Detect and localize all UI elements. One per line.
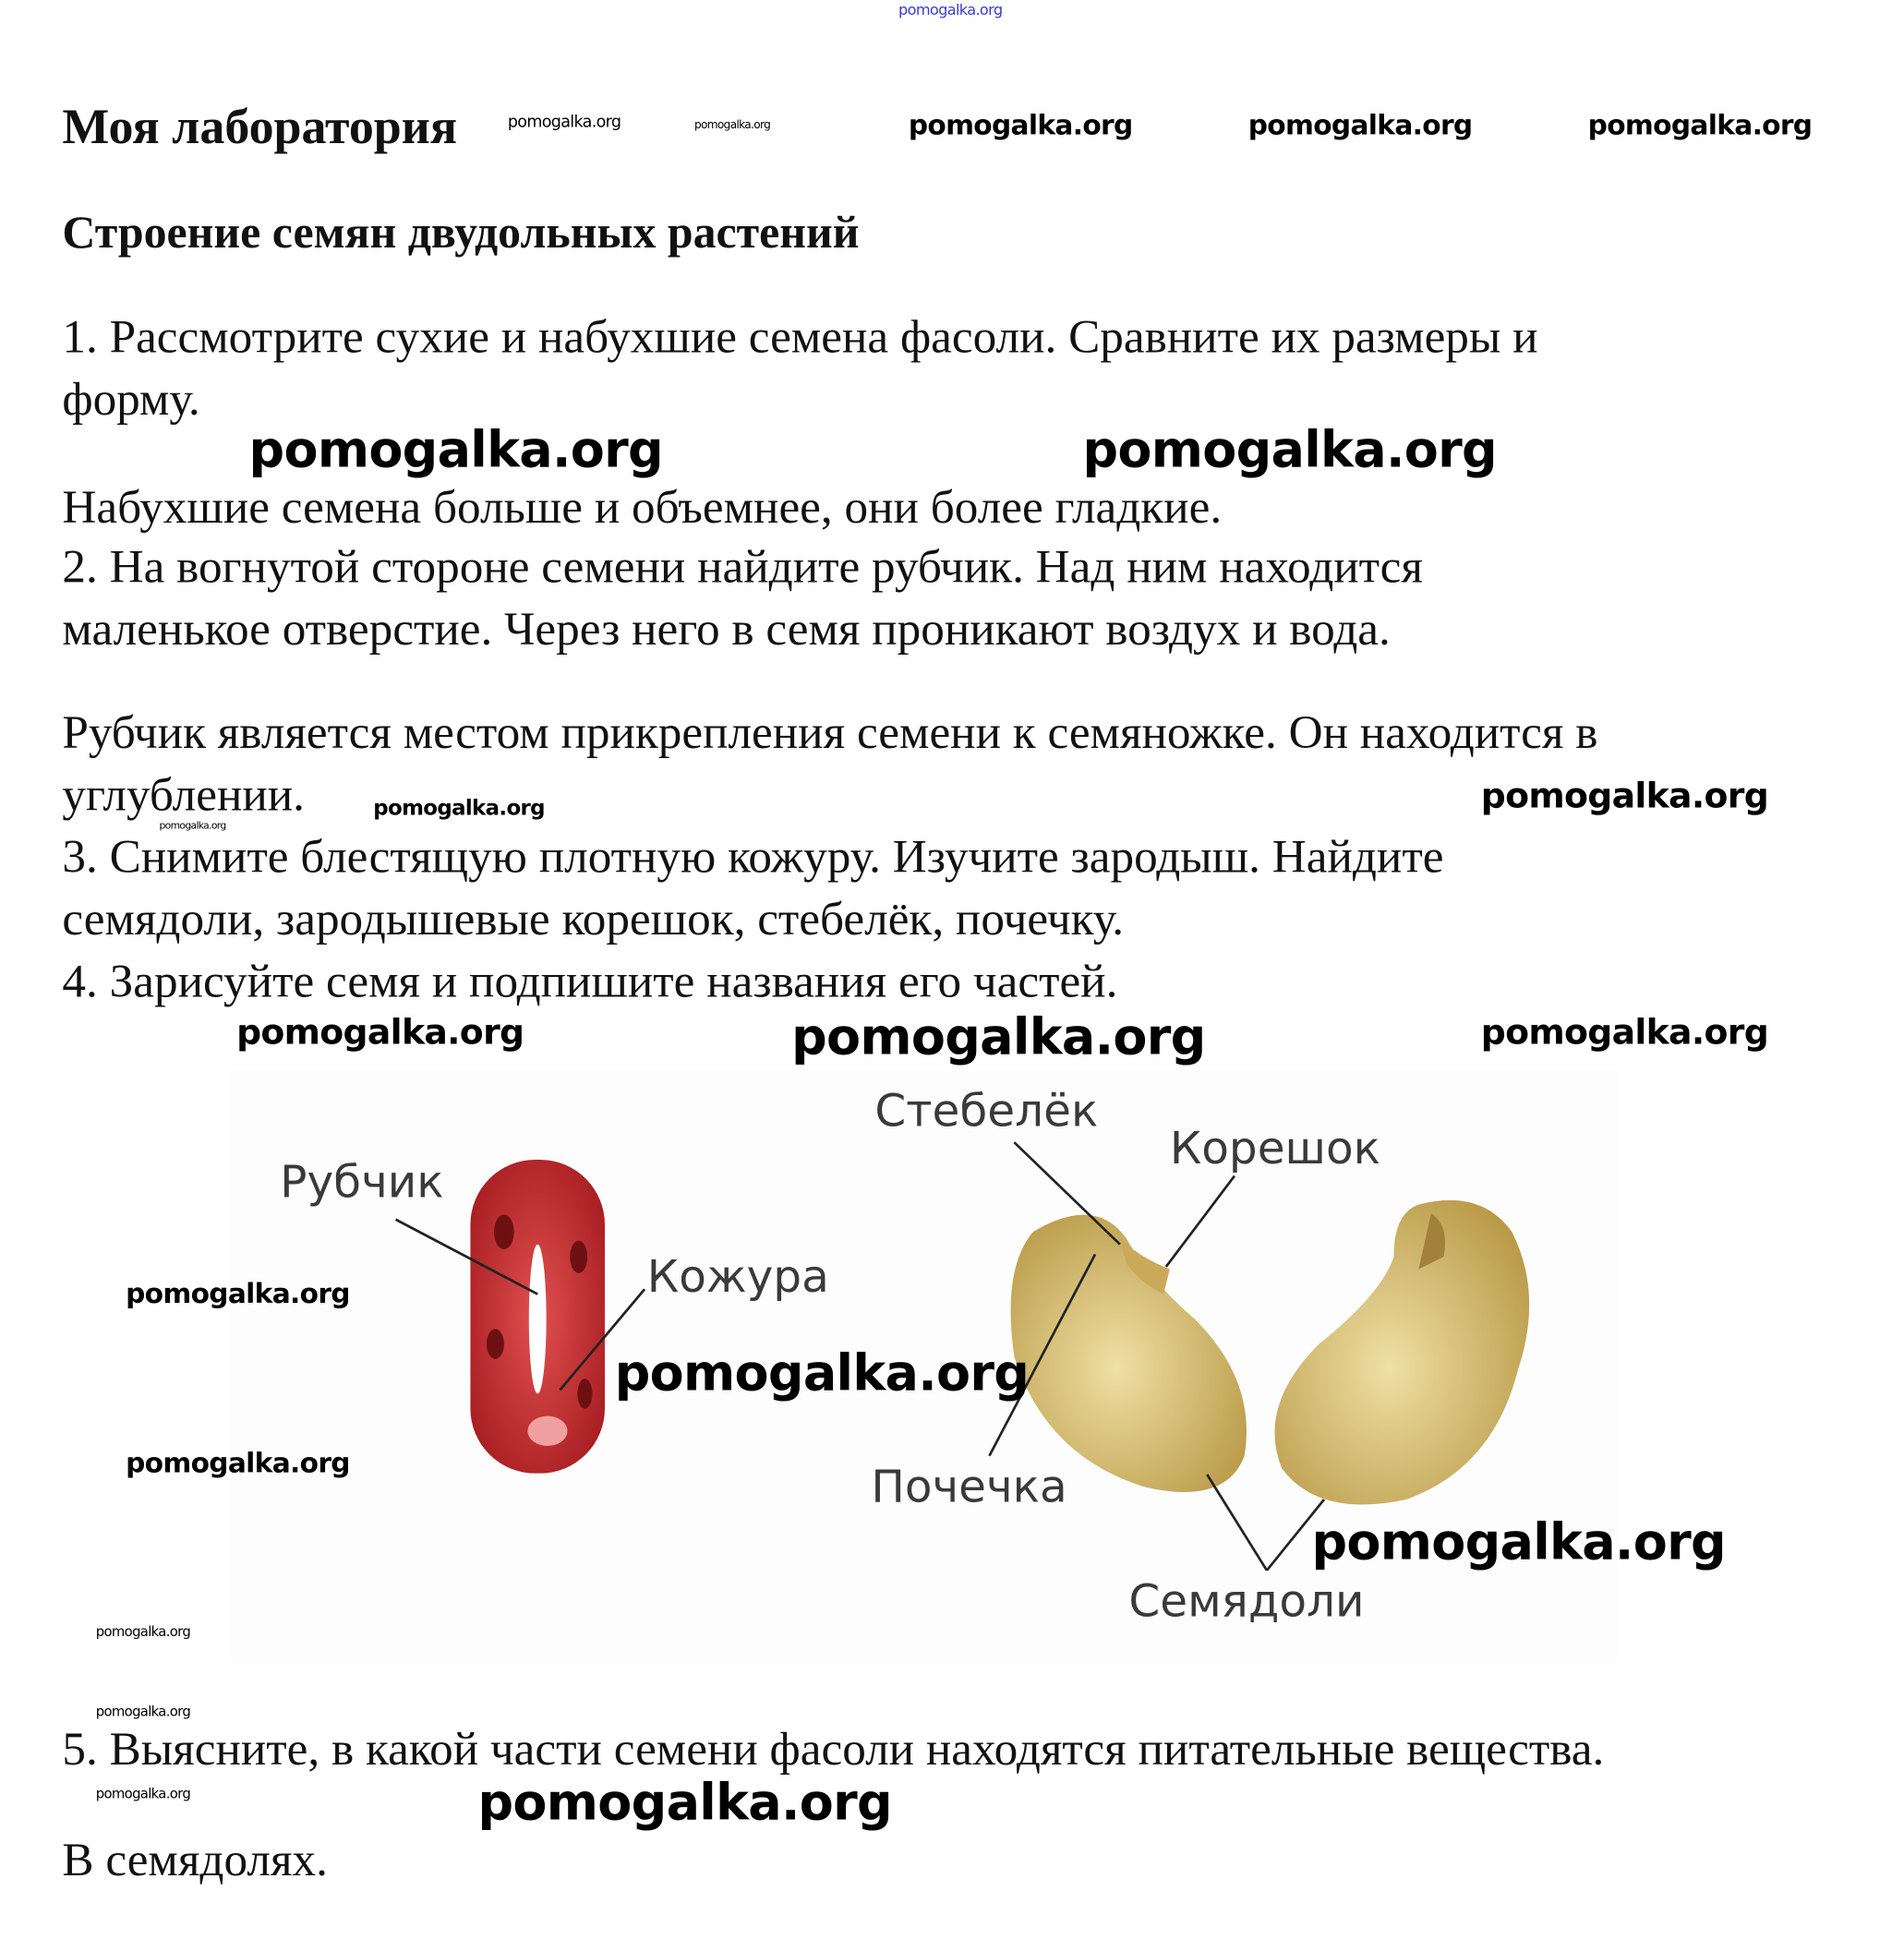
section-heading: Строение семян двудольных растений bbox=[62, 208, 860, 259]
watermark: pomogalka.org bbox=[1311, 1514, 1726, 1572]
watermark: pomogalka.org bbox=[95, 1623, 191, 1641]
answer-line: углублении. bbox=[62, 768, 305, 822]
watermark: pomogalka.org bbox=[1480, 775, 1769, 817]
watermark: pomogalka.org bbox=[126, 1279, 350, 1311]
watermark: pomogalka.org bbox=[373, 796, 545, 822]
page-title: Моя лаборатория bbox=[62, 98, 458, 155]
watermark: pomogalka.org bbox=[694, 119, 771, 132]
text-line: маленькое отверстие. Через него в семя проникают воздух и вода. bbox=[62, 603, 1391, 656]
top-watermark[interactable]: pomogalka.org bbox=[898, 1, 1003, 19]
label-seed-coat: Кожура bbox=[646, 1250, 829, 1303]
watermark: pomogalka.org bbox=[1082, 421, 1497, 479]
answer-line: В семядолях. bbox=[62, 1834, 328, 1887]
text-line: 2. На вогнутой стороне семени найдите рубчик. Над ним находится bbox=[62, 541, 1423, 594]
watermark: pomogalka.org bbox=[791, 1008, 1206, 1066]
answer-line: Набухшие семена больше и объемнее, они более гладкие. bbox=[62, 481, 1223, 535]
text-line: 4. Зарисуйте семя и подпишите названия его частей. bbox=[62, 956, 1118, 1008]
watermark: pomogalka.org bbox=[614, 1344, 1030, 1403]
watermark: pomogalka.org bbox=[95, 1785, 191, 1802]
text-line: 3. Снимите блестящую плотную кожуру. Изучите зародыш. Найдите bbox=[62, 831, 1444, 884]
watermark: pomogalka.org bbox=[159, 820, 226, 832]
text-line: 1. Рассмотрите сухие и набухшие семена фасоли. Сравните их размеры и bbox=[62, 310, 1538, 364]
label-root: Корешок bbox=[1169, 1123, 1380, 1175]
answer-line: Рубчик является местом прикрепления семени к семяножке. Он находится в bbox=[62, 706, 1598, 760]
watermark: pomogalka.org bbox=[236, 1011, 524, 1054]
watermark: pomogalka.org bbox=[95, 1704, 191, 1720]
watermark: pomogalka.org bbox=[1480, 1011, 1769, 1054]
watermark: pomogalka.org bbox=[1247, 110, 1473, 142]
opened-bean bbox=[1011, 1200, 1530, 1505]
label-stem: Стебелёк bbox=[874, 1085, 1099, 1138]
watermark: pomogalka.org bbox=[248, 421, 663, 479]
watermark: pomogalka.org bbox=[507, 113, 621, 132]
red-bean bbox=[470, 1160, 605, 1474]
text-line: 5. Выясните, в какой части семени фасоли находятся питательные вещества. bbox=[62, 1723, 1605, 1776]
label-hilum: Рубчик bbox=[280, 1156, 444, 1209]
watermark: pomogalka.org bbox=[477, 1774, 892, 1832]
watermark: pomogalka.org bbox=[908, 110, 1133, 142]
watermark: pomogalka.org bbox=[126, 1448, 350, 1480]
label-cotyledons: Семядоли bbox=[1128, 1575, 1365, 1628]
text-line: форму. bbox=[62, 373, 200, 426]
label-bud: Почечка bbox=[871, 1461, 1067, 1513]
text-line: семядоли, зародышевые корешок, стебелёк, почечку. bbox=[62, 893, 1125, 946]
watermark: pomogalka.org bbox=[1587, 110, 1813, 142]
